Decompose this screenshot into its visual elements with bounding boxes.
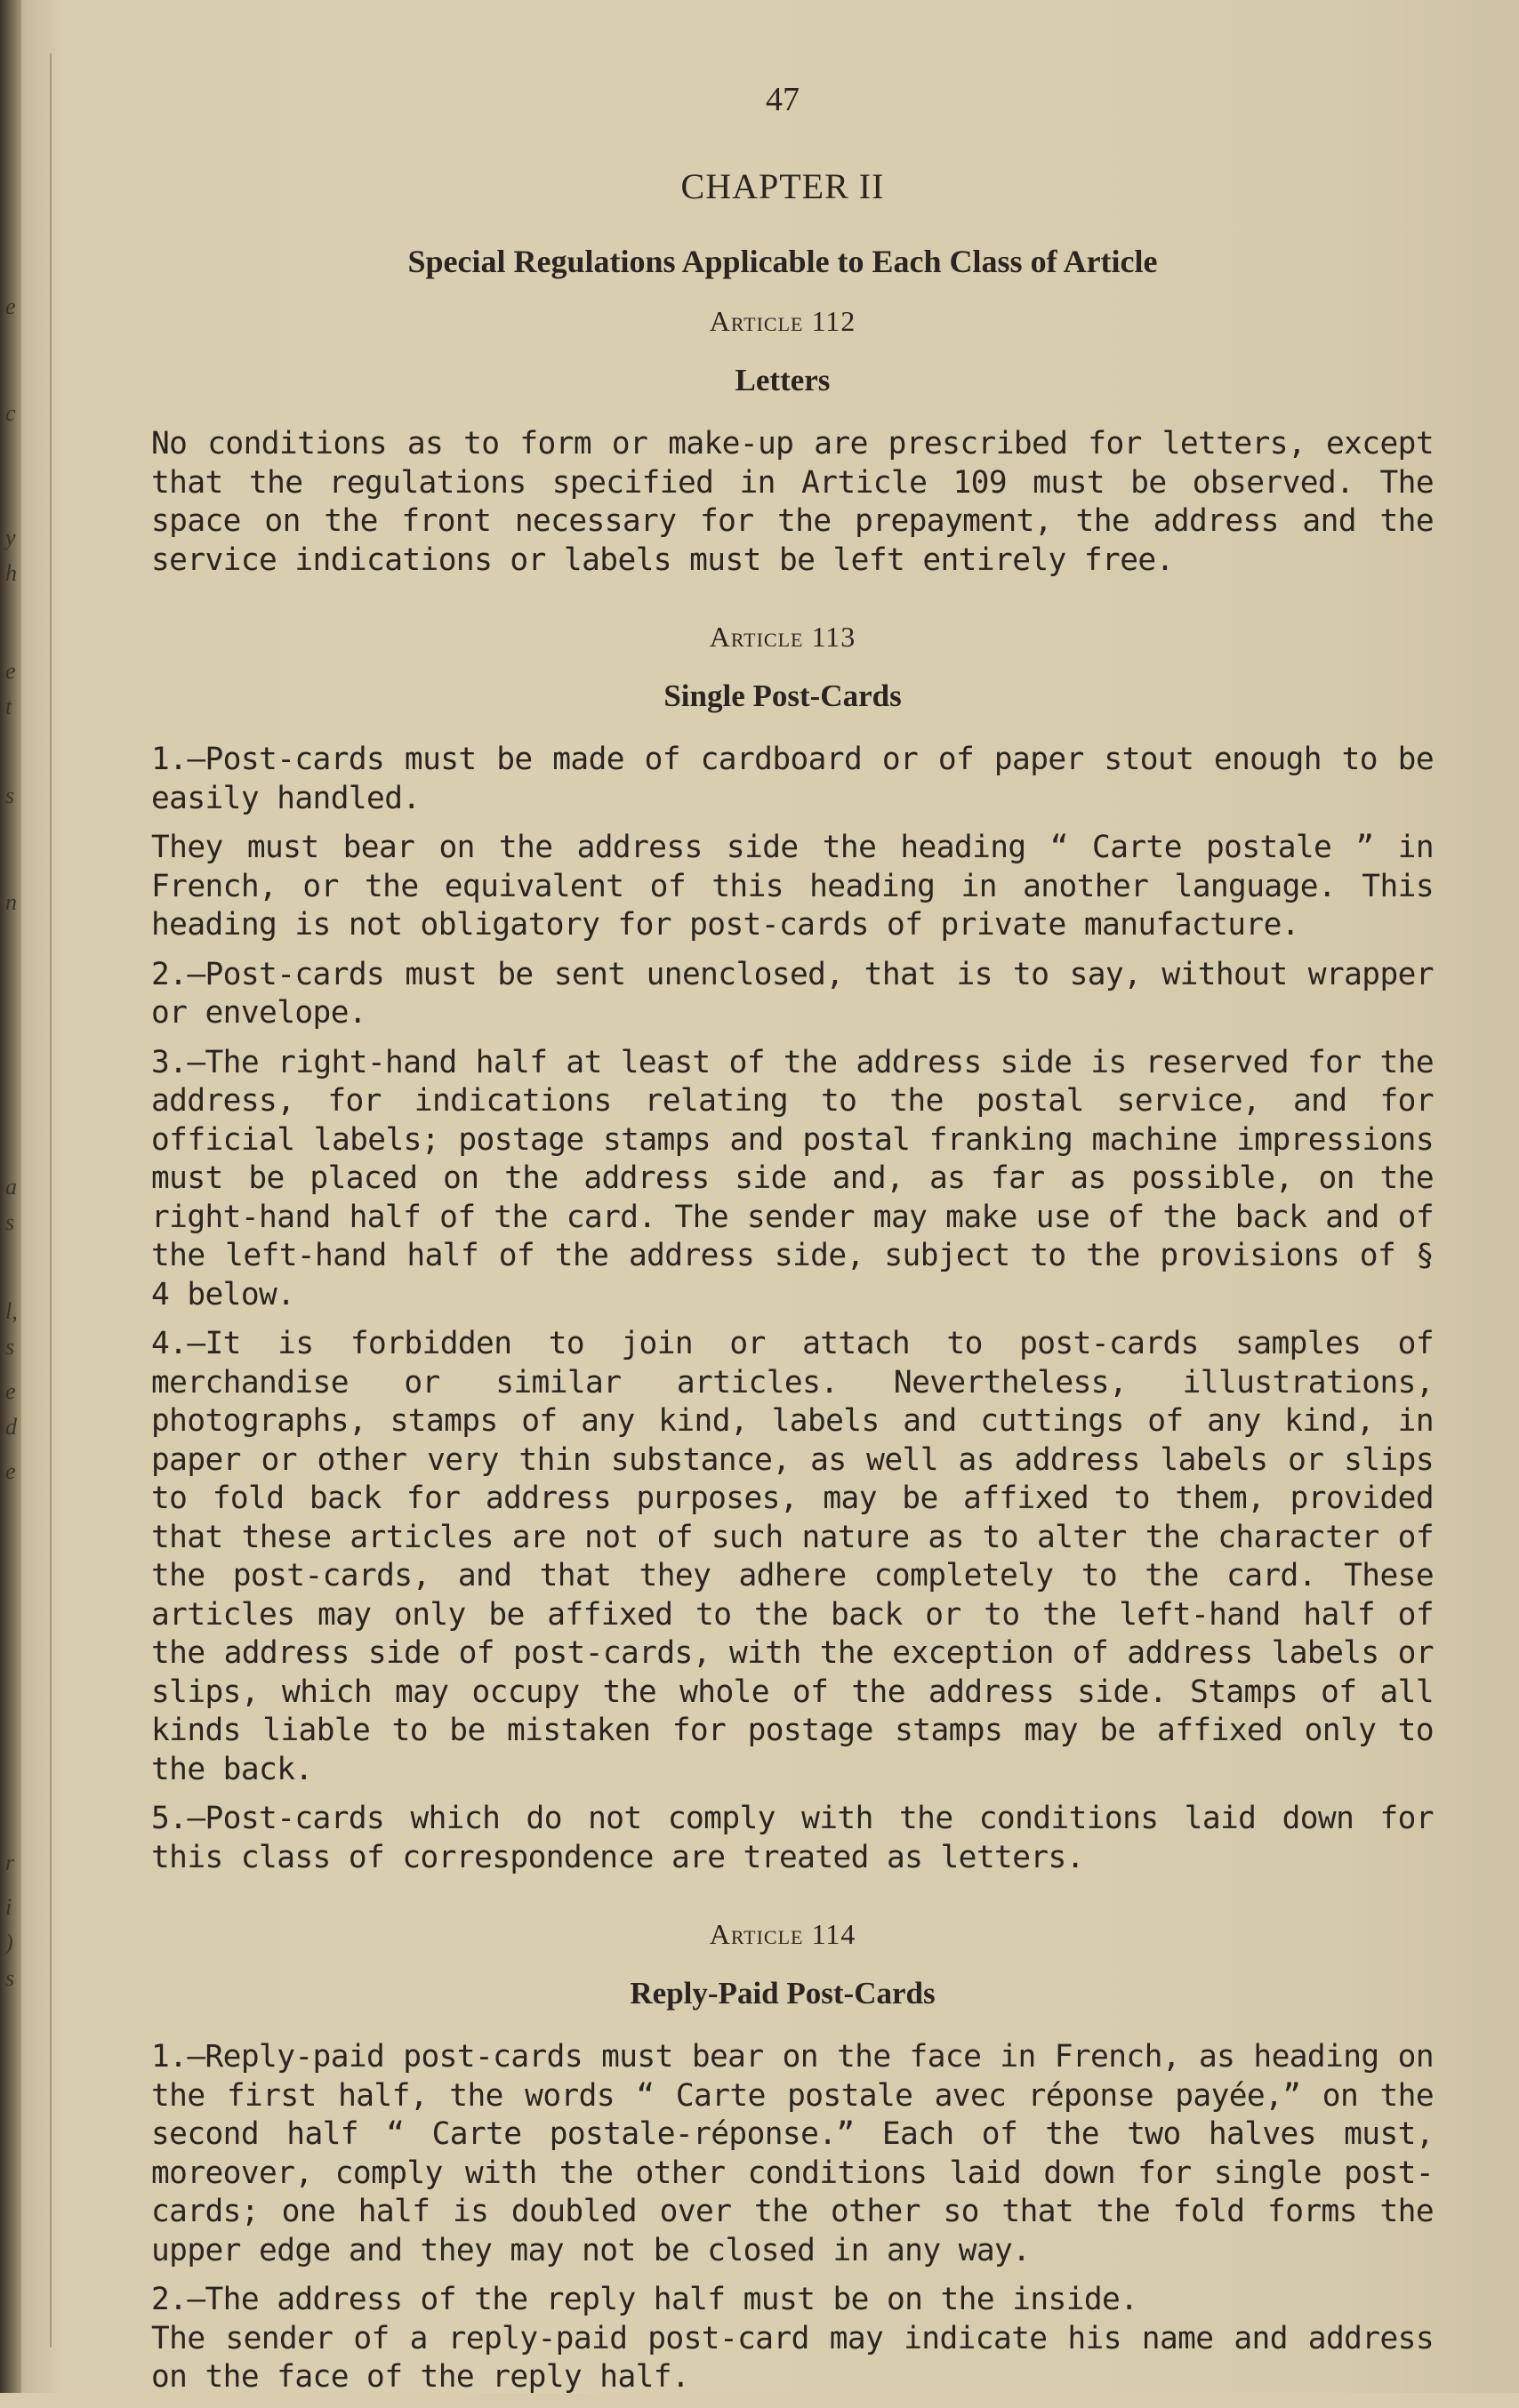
- paragraph: 4.—It is forbidden to join or attach to post-cards samples of merchandise or similar articles. Nevertheless, illustrations, photographs, stamps of any kind, labels and cuttings of any kind, in paper or other very thin substance, as well as address labels or slips to fold back for address purposes, may be affixed to them, provided that these articles are not of such nature as to alter the character of the post-cards, and that they adhere completely to the card. These articles may only be affixed to the back or to the left-hand half of the address side of post-cards, with the exception of address labels or slips, which may occupy the whole of the address side. Stamps of all kinds liable to be mistaken for postage stamps may be affixed only to the back.: [151, 1326, 1434, 1787]
- paragraph: 1.—Reply-paid post-cards must bear on the face in French, as heading on the first half, the words “ Carte postale avec réponse payée,” on the second half “ Carte postale-réponse.” Each of the two halves must, moreover, comply with the other conditions laid down for single post-cards; one half is doubled over the other so that the fold forms the upper edge and they may not be closed in any way.: [151, 2039, 1434, 2268]
- page-content: [71, 80, 1441, 2408]
- paragraph: They must bear on the address side the heading “ Carte postale ” in French, or the equivalent of this heading in another language. This heading is not obligatory for post-cards of private manufacture.: [151, 830, 1434, 943]
- article-heading: Letters: [735, 363, 831, 397]
- chapter-title: CHAPTER II: [680, 166, 885, 206]
- paragraph: 3.—The right-hand half at least of the address side is reserved for the address, for indications relating to the postal service, and for official labels; postage stamps and postal franking machine impressions must be placed on the address side and, as far as possible, on the right-hand half of the card. The sender may make use of the back and of the left-hand half of the address side, subject to the provisions of § 4 below.: [151, 1044, 1434, 1312]
- gutter-line: [50, 53, 52, 2348]
- paragraph: The sender of a reply-paid post-card may indicate his name and address on the face of the reply half.: [151, 2320, 1434, 2395]
- paragraph: 2.—Post-cards must be sent unenclosed, that is to say, without wrapper or envelope.: [151, 956, 1434, 1031]
- article-heading: Reply-Paid Post-Cards: [630, 1976, 936, 2011]
- article-heading: Single Post-Cards: [663, 678, 902, 713]
- section-title: Special Regulations Applicable to Each Class of Article: [407, 244, 1158, 279]
- article-label: Article 114: [709, 1918, 856, 1950]
- paragraph: No conditions as to form or make-up are prescribed for letters, except that the regulations specified in Article 109 must be observed. The space on the front necessary for the prepayment, the address and the service indications or labels must be left entirely free.: [151, 426, 1434, 578]
- article-label: Article 113: [709, 621, 856, 653]
- paragraph: 1.—Post-cards must be made of cardboard or of paper stout enough to be easily handled.: [151, 742, 1434, 816]
- paragraph: 5.—Post-cards which do not comply with the conditions laid down for this class of correspondence are treated as letters.: [151, 1801, 1434, 1875]
- article-label: Article 112: [709, 305, 856, 337]
- page-number: 47: [766, 81, 800, 118]
- paragraph: 2.—The address of the reply half must be on the inside.: [151, 2282, 1138, 2317]
- facing-page-edge: e c y h e t s n a s l, s e d e r i ) s: [5, 293, 18, 1991]
